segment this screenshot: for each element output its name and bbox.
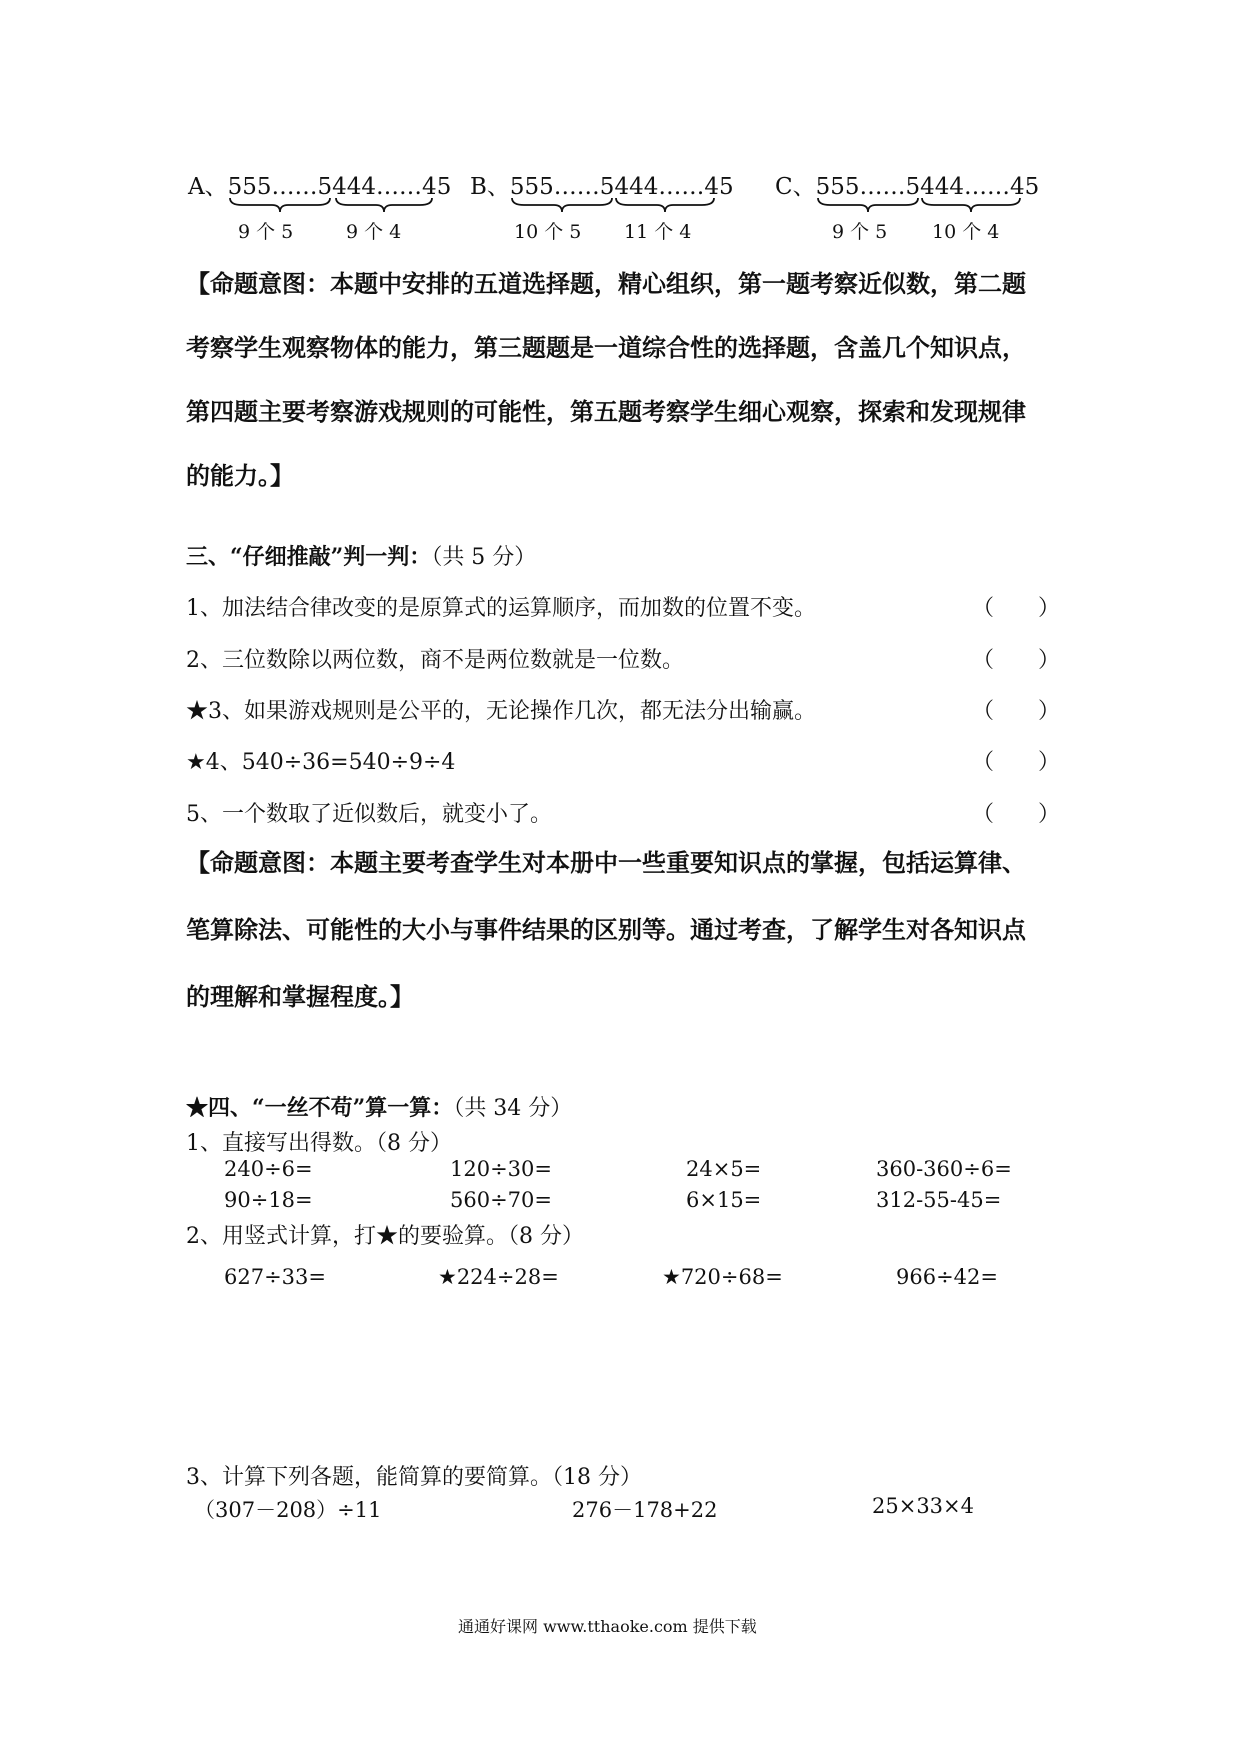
judge-item: 2、三位数除以两位数，商不是两位数就是一位数。 — [186, 648, 684, 673]
note-line: 【命题意图：本题中安排的五道选择题，精心组织，第一题考察近似数，第二题 — [186, 270, 1026, 298]
brace-label: 9 个 4 — [346, 221, 402, 243]
brace-right-a — [336, 198, 432, 212]
brace-label: 10 个 4 — [932, 221, 1000, 243]
section-score: （共 34 分） — [453, 1096, 573, 1121]
part-title: 3、计算下列各题，能简算的要简算。（18 分） — [186, 1465, 642, 1490]
option-b — [470, 168, 734, 201]
judge-item: ★4、540÷36=540÷9÷4 — [186, 750, 456, 775]
brace-left-a — [230, 198, 330, 212]
calc-item: 966÷42= — [896, 1265, 998, 1289]
brace-label: 11 个 4 — [624, 221, 692, 243]
option-label: C、 — [775, 174, 816, 200]
calc-item: 360-360÷6= — [876, 1157, 1012, 1181]
answer-paren[interactable]: （ ） — [972, 802, 1061, 827]
option-label: B、 — [470, 174, 510, 200]
answer-paren[interactable]: （ ） — [972, 750, 1061, 775]
calc-item: 276－178+22 — [572, 1498, 718, 1522]
section-four-heading — [186, 1091, 572, 1122]
calc-item: 24×5= — [686, 1157, 762, 1181]
brace-right-c — [922, 198, 1020, 212]
calc-item: 6×15= — [686, 1188, 762, 1212]
judge-item: ★3、如果游戏规则是公平的，无论操作几次，都无法分出输赢。 — [186, 699, 816, 724]
option-number: 555……5444……45 — [509, 174, 734, 200]
calc-item: 90÷18= — [224, 1188, 313, 1212]
brace-right-b — [616, 198, 714, 212]
calc-item: 627÷33= — [224, 1265, 326, 1289]
part-title: 1、直接写出得数。（8 分） — [186, 1131, 452, 1156]
note-line: 【命题意图：本题主要考查学生对本册中一些重要知识点的掌握，包括运算律、 — [186, 849, 1026, 877]
section-three-heading — [186, 540, 536, 571]
note-line: 笔算除法、可能性的大小与事件结果的区别等。通过考查，了解学生对各知识点 — [186, 916, 1026, 944]
option-number: 555……5444……45 — [815, 174, 1040, 200]
calc-item: （307－208）÷11 — [194, 1498, 382, 1522]
answer-paren[interactable]: （ ） — [972, 596, 1061, 621]
section-title: 三、“仔细推敲”判一判： — [186, 544, 432, 570]
footer: 通通好课网 www.tthaoke.com 提供下载 — [458, 1617, 757, 1636]
note-line: 第四题主要考察游戏规则的可能性，第五题考察学生细心观察，探索和发现规律 — [186, 398, 1026, 426]
brace-label: 9 个 5 — [832, 221, 888, 243]
calc-item: ★720÷68= — [662, 1265, 783, 1289]
calc-item: ★224÷28= — [438, 1265, 559, 1289]
brace-label: 10 个 5 — [514, 221, 582, 243]
note-line: 的能力。】 — [186, 462, 294, 490]
section-title: ★四、“一丝不苟”算一算： — [186, 1095, 454, 1121]
answer-paren[interactable]: （ ） — [972, 648, 1061, 673]
calc-item: 120÷30= — [450, 1157, 552, 1181]
brace-label: 9 个 5 — [238, 221, 294, 243]
section-score: （共 5 分） — [431, 545, 537, 570]
calc-item: 25×33×4 — [872, 1494, 974, 1518]
answer-paren[interactable]: （ ） — [972, 699, 1061, 724]
brace-left-b — [512, 198, 612, 212]
calc-item: 312-55-45= — [876, 1188, 1002, 1212]
option-c — [775, 168, 1039, 201]
calc-item: 240÷6= — [224, 1157, 313, 1181]
option-a — [188, 168, 451, 201]
calc-item: 560÷70= — [450, 1188, 552, 1212]
note-line: 的理解和掌握程度。】 — [186, 983, 414, 1011]
option-label: A、 — [188, 174, 228, 200]
option-number: 555……5444……45 — [227, 174, 452, 200]
part-title: 2、用竖式计算，打★的要验算。（8 分） — [186, 1224, 584, 1249]
brace-left-c — [818, 198, 918, 212]
judge-item: 5、一个数取了近似数后，就变小了。 — [186, 802, 552, 827]
judge-item: 1、加法结合律改变的是原算式的运算顺序，而加数的位置不变。 — [186, 596, 816, 621]
note-line: 考察学生观察物体的能力，第三题题是一道综合性的选择题，含盖几个知识点， — [186, 334, 1026, 362]
